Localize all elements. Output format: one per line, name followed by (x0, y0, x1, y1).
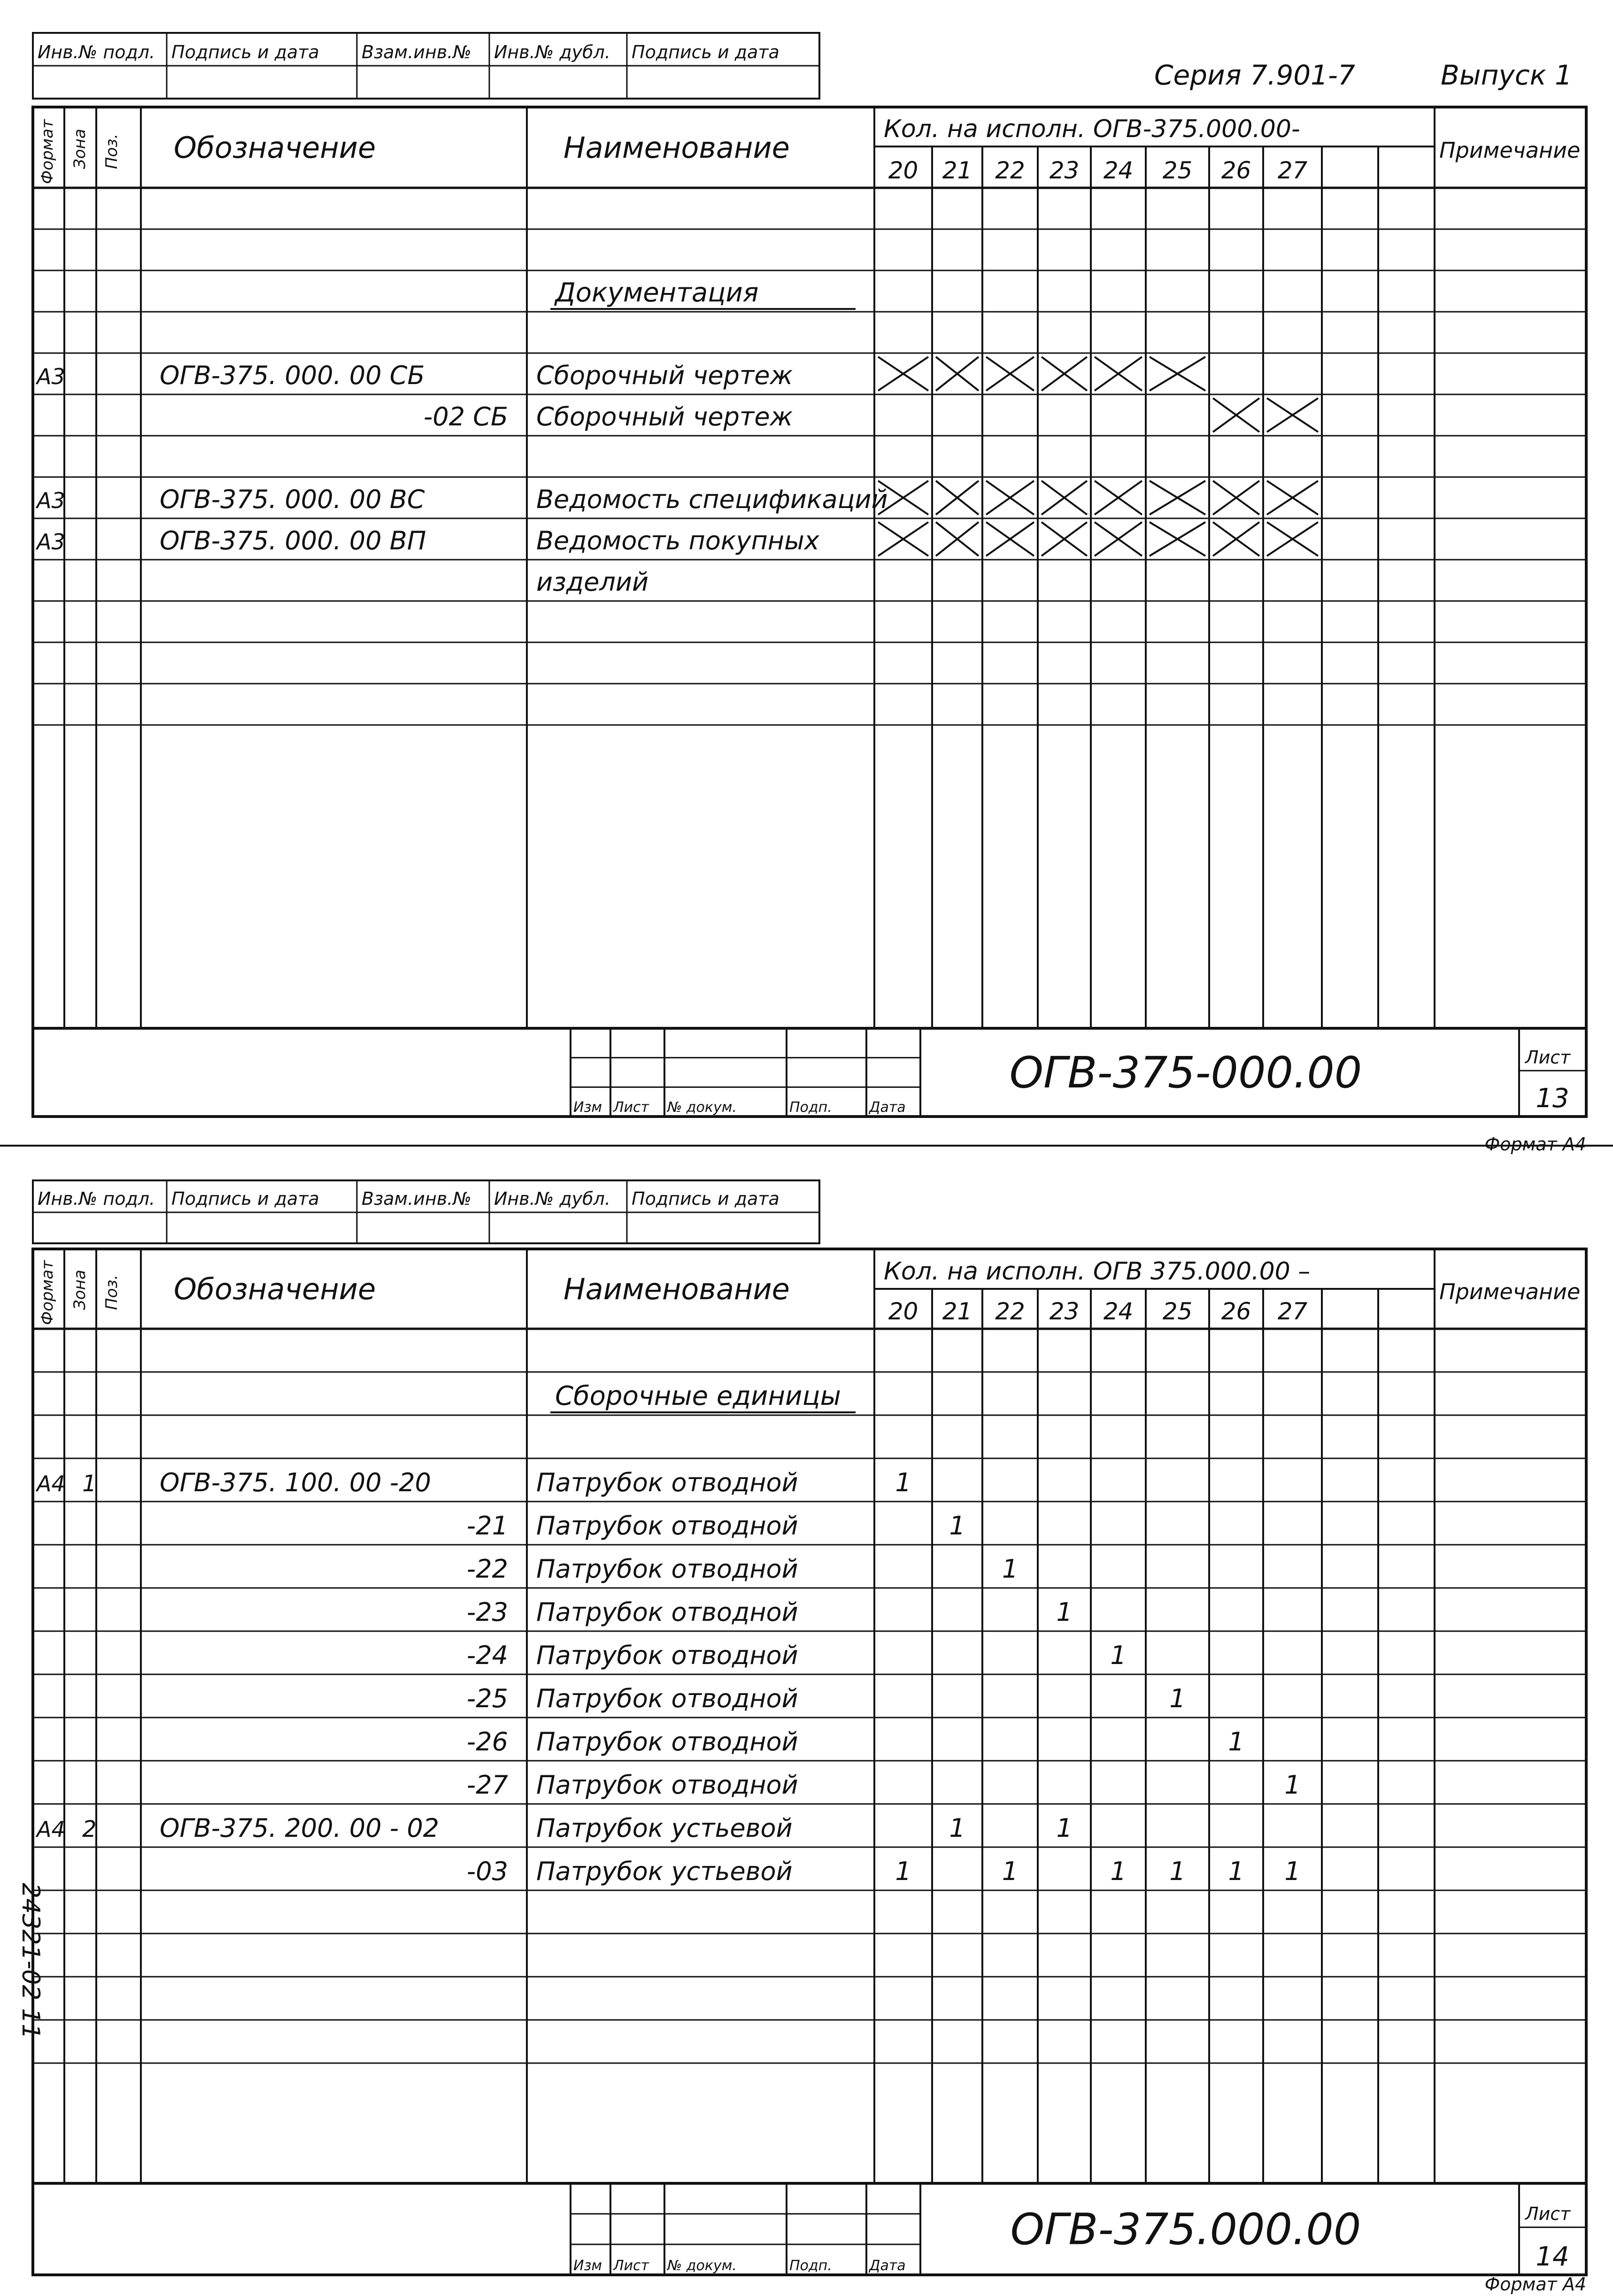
cell-name: Ведомость покупных (536, 526, 819, 555)
cell-name: Патрубок отводной (536, 1468, 798, 1497)
sheet-label: Лист (1525, 1047, 1571, 1068)
format-label: Формат А4 (1484, 1134, 1586, 1155)
table-header (33, 107, 1586, 1028)
table-row (35, 1813, 1073, 1843)
applicability-mark (986, 481, 1034, 515)
list-label: Лист (613, 1099, 649, 1116)
table-row (467, 1857, 1301, 1886)
applicability-mark (986, 357, 1034, 391)
cell-format: А4 (37, 1471, 65, 1496)
cell-format: А4 (37, 1817, 65, 1842)
variant-header: 27 (1277, 1298, 1308, 1325)
applicability-mark (936, 357, 979, 391)
quantity-value: 1 (1228, 1857, 1244, 1886)
table-body (33, 1372, 1586, 2063)
sheet-number: 13 (1536, 1083, 1569, 1114)
doc-no-label: № докум. (667, 1099, 737, 1116)
applicability-mark (1042, 481, 1087, 515)
cell-designation: -23 (466, 1597, 508, 1627)
cell-name: Патрубок отводной (536, 1727, 798, 1757)
stamp-cell-label: Подпись и дата (632, 42, 779, 62)
table-row (536, 567, 648, 597)
applicability-mark (1150, 522, 1205, 556)
page-header (1154, 59, 1572, 91)
document-code: ОГВ-375-000.00 (1009, 1048, 1362, 1098)
cell-designation: ОГВ-375. 000. 00 ВС (160, 485, 425, 514)
col-header-designation: Обозначение (174, 1272, 376, 1306)
cell-designation: -25 (466, 1684, 508, 1713)
quantity-value: 1 (895, 1468, 911, 1497)
cell-designation: -22 (466, 1554, 508, 1584)
applicability-mark (1095, 522, 1142, 556)
cell-name: Ведомость спецификаций (536, 485, 888, 514)
col-header-pos: Поз. (102, 1274, 121, 1310)
qty-header: Кол. на исполн. ОГВ-375.000.00- (884, 115, 1300, 143)
stamp-cell-label: Инв.№ дубл. (494, 42, 610, 62)
cell-designation: ОГВ-375. 000. 00 СБ (160, 361, 425, 390)
stamp-cell-label: Взам.инв.№ (362, 42, 471, 62)
applicability-mark (1150, 481, 1205, 515)
spec-sheet-13 (33, 33, 1586, 1155)
izm-label: Изм (573, 2257, 602, 2274)
quantity-value: 1 (1228, 1727, 1244, 1757)
inventory-stamp (33, 33, 819, 99)
col-header-format: Формат (38, 119, 57, 184)
applicability-mark (986, 522, 1034, 556)
col-header-format: Формат (38, 1260, 57, 1325)
quantity-value: 1 (895, 1857, 911, 1886)
table-row (35, 357, 1205, 391)
cell-designation: -02 СБ (423, 402, 508, 431)
variant-header: 21 (942, 157, 972, 184)
quantity-value: 1 (1056, 1597, 1073, 1627)
quantity-value: 1 (949, 1813, 965, 1843)
table-row (35, 1468, 911, 1497)
table-row (467, 1511, 965, 1541)
cell-designation: -21 (466, 1511, 508, 1541)
cell-name: Патрубок отводной (536, 1597, 798, 1627)
col-header-zone: Зона (70, 1270, 89, 1310)
cell-pos: 2 (82, 1816, 97, 1842)
quantity-value: 1 (1169, 1857, 1186, 1886)
applicability-mark (1095, 357, 1142, 391)
variant-header: 24 (1103, 1298, 1134, 1325)
doc-no-label: № докум. (667, 2257, 737, 2274)
stamp-cell-label: Подпись и дата (171, 1188, 319, 1209)
sheet-label: Лист (1525, 2204, 1571, 2224)
date-label: Дата (869, 1099, 906, 1116)
quantity-value: 1 (1110, 1857, 1127, 1886)
table-row (467, 1727, 1244, 1757)
cell-format: А3 (37, 488, 65, 513)
applicability-mark (1042, 522, 1087, 556)
cell-name: Сборочный чертеж (536, 402, 793, 431)
table-row (467, 1554, 1018, 1584)
applicability-mark (1213, 398, 1259, 432)
section-title: Документация (555, 277, 759, 308)
applicability-mark (1267, 522, 1318, 556)
section-title: Сборочные единицы (555, 1381, 841, 1411)
applicability-mark (936, 481, 979, 515)
applicability-mark (878, 522, 928, 556)
table-row (467, 1641, 1127, 1670)
quantity-value: 1 (1002, 1857, 1019, 1886)
cell-format: А3 (37, 364, 65, 389)
cell-designation: ОГВ-375. 200. 00 - 02 (160, 1813, 440, 1843)
table-body (33, 229, 1586, 725)
cell-name: Патрубок отводной (536, 1684, 798, 1713)
cell-name: Сборочный чертеж (536, 361, 793, 390)
cell-designation: ОГВ-375. 100. 00 -20 (160, 1468, 431, 1497)
title-block (33, 1028, 1586, 1117)
cell-designation: -03 (466, 1857, 508, 1886)
quantity-value: 1 (1284, 1857, 1301, 1886)
quantity-value: 1 (1284, 1770, 1301, 1800)
applicability-mark (878, 357, 928, 391)
stamp-cell-label: Подпись и дата (632, 1188, 779, 1209)
table-row (35, 522, 1318, 556)
col-header-note: Примечание (1439, 138, 1581, 163)
col-header-name: Наименование (563, 1272, 790, 1306)
table-row (35, 481, 1318, 515)
title-block (33, 2183, 1586, 2275)
table-row (467, 1770, 1301, 1800)
cell-designation: -27 (466, 1770, 508, 1800)
stamp-cell-label: Подпись и дата (171, 42, 319, 62)
qty-header: Кол. на исполн. ОГВ 375.000.00 – (884, 1257, 1311, 1286)
variant-header: 25 (1162, 157, 1193, 184)
quantity-value: 1 (1002, 1554, 1019, 1584)
sign-label: Подп. (789, 1099, 832, 1116)
applicability-mark (936, 522, 979, 556)
variant-header: 26 (1221, 1298, 1251, 1325)
cell-designation: ОГВ-375. 000. 00 ВП (160, 526, 426, 555)
cell-designation: -24 (466, 1641, 508, 1670)
table-row (467, 1684, 1186, 1713)
col-header-zone: Зона (70, 129, 89, 169)
quantity-value: 1 (1169, 1684, 1186, 1713)
quantity-value: 1 (1110, 1641, 1127, 1670)
applicability-mark (1213, 481, 1259, 515)
stamp-cell-label: Инв.№ подл. (38, 42, 155, 62)
applicability-mark (1213, 522, 1259, 556)
stamp-cell-label: Инв.№ подл. (38, 1188, 155, 1209)
cell-designation: -26 (466, 1727, 508, 1757)
col-header-name: Наименование (563, 131, 790, 165)
variant-header: 26 (1221, 157, 1251, 184)
sign-label: Подп. (789, 2257, 832, 2274)
variant-header: 27 (1277, 157, 1308, 184)
date-label: Дата (869, 2257, 906, 2274)
cell-name: Патрубок устьевой (536, 1857, 793, 1886)
list-label: Лист (613, 2257, 649, 2274)
variant-header: 23 (1049, 1298, 1080, 1325)
table-row (424, 398, 1318, 432)
cell-name: Патрубок отводной (536, 1554, 798, 1584)
quantity-value: 1 (1056, 1813, 1073, 1843)
inventory-stamp (33, 1180, 819, 1243)
col-header-pos: Поз. (102, 133, 121, 169)
applicability-mark (1267, 481, 1318, 515)
variant-header: 20 (888, 157, 918, 184)
cell-format: А3 (37, 529, 65, 555)
applicability-mark (1150, 357, 1205, 391)
variant-header: 25 (1162, 1298, 1193, 1325)
cell-pos: 1 (82, 1471, 97, 1497)
col-header-note: Примечание (1439, 1279, 1581, 1304)
applicability-mark (1095, 481, 1142, 515)
variant-header: 22 (995, 1298, 1025, 1325)
cell-name: Патрубок устьевой (536, 1813, 793, 1843)
sheet-number: 14 (1536, 2242, 1569, 2272)
cell-name: Патрубок отводной (536, 1511, 798, 1541)
sheet-frame (33, 107, 1586, 1117)
cell-name: Патрубок отводной (536, 1641, 798, 1670)
stamp-cell-label: Инв.№ дубл. (494, 1188, 610, 1209)
variant-header: 21 (942, 1298, 972, 1325)
col-header-designation: Обозначение (174, 131, 376, 165)
quantity-value: 1 (949, 1511, 965, 1541)
series-label: Серия 7.901-7 (1154, 59, 1355, 91)
applicability-mark (1042, 357, 1087, 391)
variant-header: 23 (1049, 157, 1080, 184)
cell-name: Патрубок отводной (536, 1770, 798, 1800)
izm-label: Изм (573, 1099, 602, 1116)
cell-name: изделий (536, 567, 649, 597)
side-stamp: 24321-02 11 (16, 1883, 45, 2040)
format-label: Формат А4 (1484, 2274, 1586, 2295)
stamp-cell-label: Взам.инв.№ (362, 1188, 471, 1209)
document-code: ОГВ-375.000.00 (1010, 2204, 1361, 2255)
variant-header: 20 (888, 1298, 918, 1325)
variant-header: 22 (995, 157, 1025, 184)
variant-header: 24 (1103, 157, 1134, 184)
issue-label: Выпуск 1 (1441, 59, 1573, 91)
applicability-mark (1267, 398, 1318, 432)
spec-sheet-14 (33, 1180, 1586, 2295)
